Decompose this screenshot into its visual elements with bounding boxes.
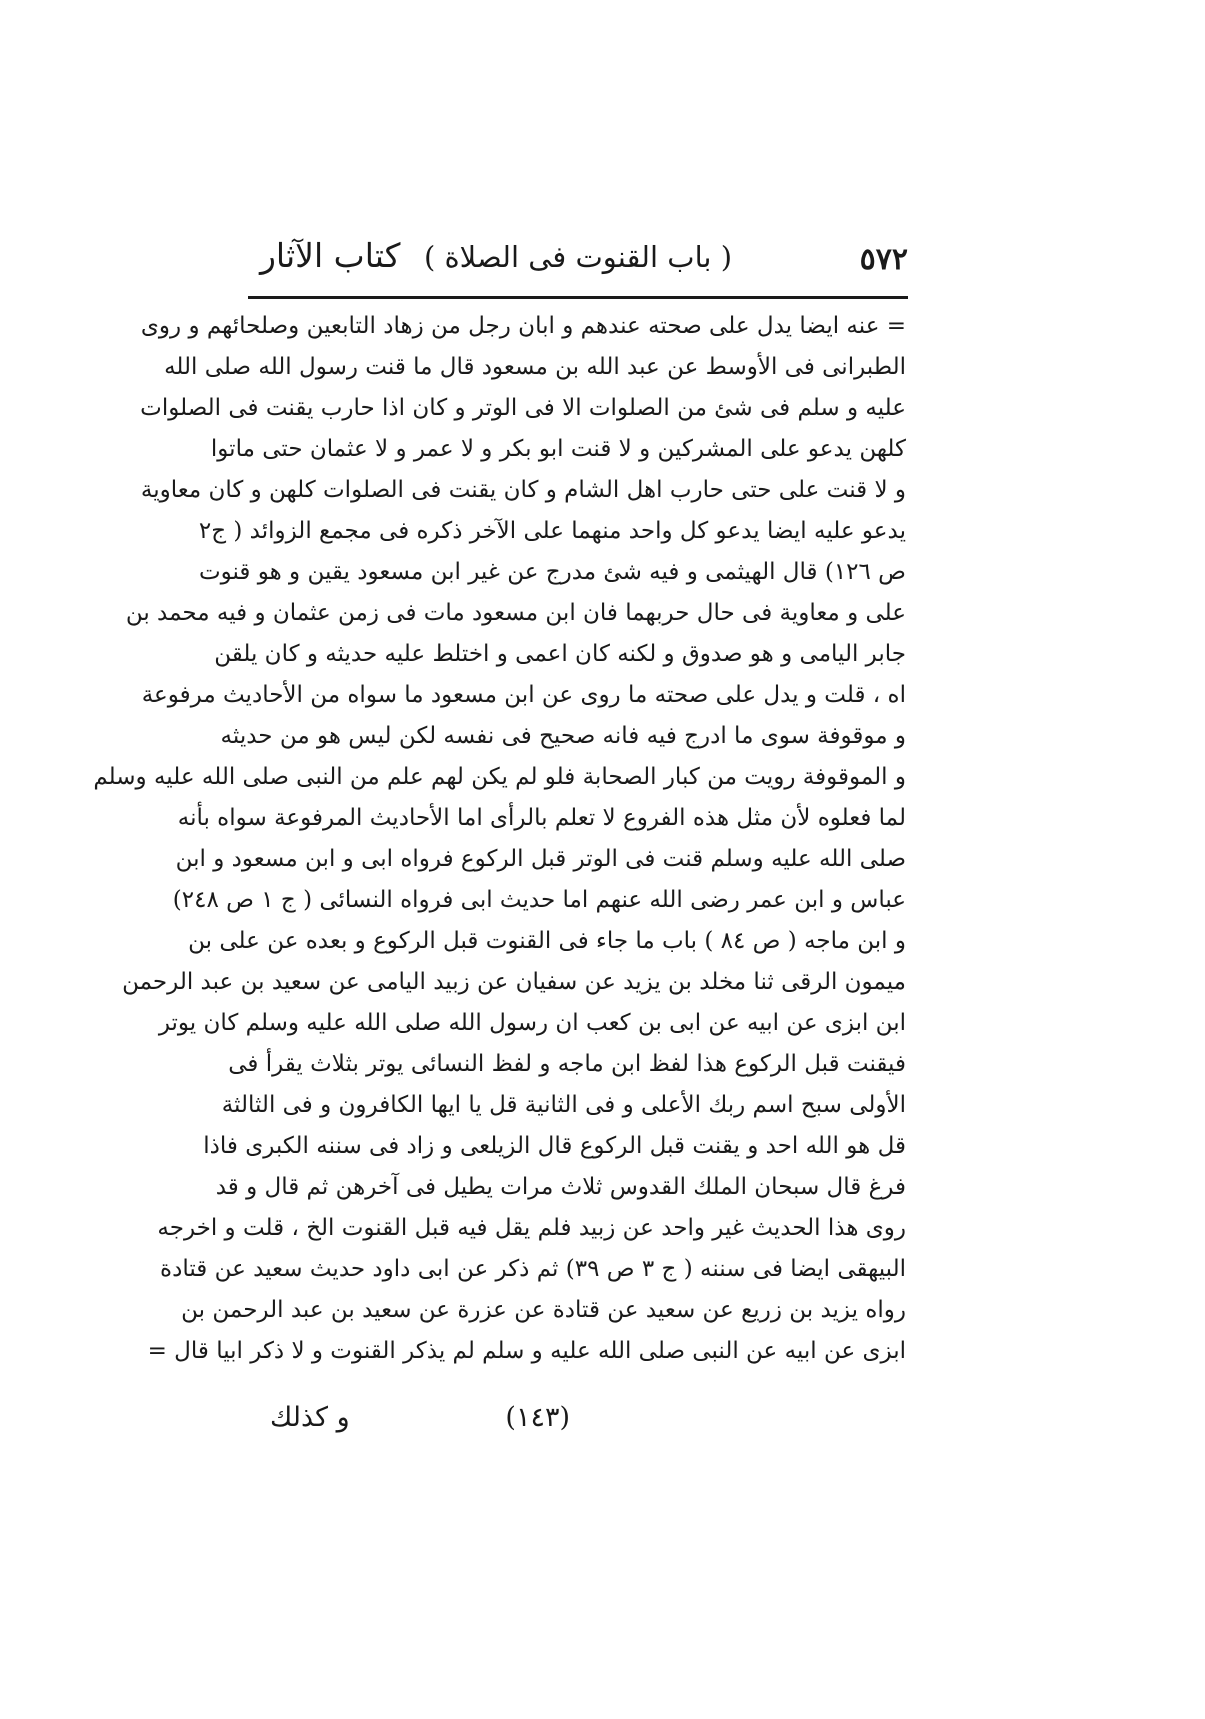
header-rule <box>248 296 908 299</box>
text-line: كلهن يدعو على المشركين و لا قنت ابو بكر و لا عمر و لا عثمان حتى ماتوا <box>210 436 906 462</box>
page-footer <box>270 1402 570 1446</box>
chapter-title: ( باب القنوت فى الصلاة ) <box>423 240 733 274</box>
text-line: صلى الله عليه وسلم قنت فى الوتر قبل الركوع فرواه ابى و ابن مسعود و ابن <box>175 846 906 872</box>
catchword: و كذلك <box>270 1402 350 1433</box>
text-line: رواه يزيد بن زريع عن سعيد عن قتادة عن عزرة عن سعيد بن عبد الرحمن بن <box>181 1297 906 1323</box>
book-title: كتاب الآثار <box>260 236 401 275</box>
text-line: و موقوفة سوى ما ادرج فيه فانه صحيح فى نفسه لكن ليس هو من حديثه <box>220 723 906 749</box>
text-line: لما فعلوه لأن مثل هذه الفروع لا تعلم بالرأى اما الأحاديث المرفوعة سواه بأنه <box>177 805 906 831</box>
text-line: الأولى سبح اسم ربك الأعلى و فى الثانية قل يا ايها الكافرون و فى الثالثة <box>221 1092 906 1118</box>
text-line: فيقنت قبل الركوع هذا لفظ ابن ماجه و لفظ النسائى يوتر بثلاث يقرأ فى <box>228 1051 906 1077</box>
text-line: و الموقوفة رويت من كبار الصحابة فلو لم يكن لهم علم من النبى صلى الله عليه وسلم <box>93 764 906 790</box>
text-line: الطبرانى فى الأوسط عن عبد الله بن مسعود قال ما قنت رسول الله صلى الله <box>164 354 906 380</box>
page-header <box>248 236 908 296</box>
text-line: عليه و سلم فى شئ من الصلوات الا فى الوتر و كان اذا حارب يقنت فى الصلوات <box>140 395 906 421</box>
text-line: فرغ قال سبحان الملك القدوس ثلاث مرات يطيل فى آخرهن ثم قال و قد <box>215 1174 906 1200</box>
text-line: البيهقى ايضا فى سننه ( ج ٣ ص ٣٩) ثم ذكر عن ابى داود حديث سعيد عن قتادة <box>160 1256 906 1282</box>
text-line: روى هذا الحديث غير واحد عن زبيد فلم يقل فيه قبل القنوت الخ ، قلت و اخرجه <box>157 1215 906 1241</box>
text-line: و لا قنت على حتى حارب اهل الشام و كان يقنت فى الصلوات كلهن و كان معاوية <box>140 477 906 503</box>
text-line: يدعو عليه ايضا يدعو كل واحد منهما على الآخر ذكره فى مجمع الزوائد ( ج٢ <box>198 518 906 544</box>
text-line: جابر اليامى و هو صدوق و لكنه كان اعمى و اختلط عليه حديثه و كان يلقن <box>214 641 906 667</box>
sheet-number: (١٤٣) <box>505 1402 570 1433</box>
text-line: عباس و ابن عمر رضى الله عنهم اما حديث ابى فرواه النسائى ( ج ١ ص ٢٤٨) <box>172 887 906 913</box>
text-line: ميمون الرقى ثنا مخلد بن يزيد عن سفيان عن زبيد اليامى عن سعيد بن عبد الرحمن <box>122 969 906 995</box>
text-line: و ابن ماجه ( ص ٨٤ ) باب ما جاء فى القنوت قبل الركوع و بعده عن على بن <box>188 928 906 954</box>
text-line: ص ١٢٦) قال الهيثمى و فيه شئ مدرج عن غير ابن مسعود يقين و هو قنوت <box>198 559 906 585</box>
body-text <box>93 306 906 1372</box>
text-line: على و معاوية فى حال حربهما فان ابن مسعود مات فى زمن عثمان و فيه محمد بن <box>125 600 906 626</box>
text-line: اه ، قلت و يدل على صحته ما روى عن ابن مسعود ما سواه من الأحاديث مرفوعة <box>141 682 906 708</box>
text-line: قل هو الله احد و يقنت قبل الركوع قال الزيلعى و زاد فى سننه الكبرى فاذا <box>203 1133 906 1159</box>
text-line: ابن ابزى عن ابيه عن ابى بن كعب ان رسول الله صلى الله عليه وسلم كان يوتر <box>158 1010 906 1036</box>
text-line: ابزى عن ابيه عن النبى صلى الله عليه و سلم لم يذكر القنوت و لا ذكر ابيا قال = <box>147 1338 906 1364</box>
text-line: = عنه ايضا يدل على صحته عندهم و ابان رجل من زهاد التابعين وصلحائهم و روى <box>140 313 906 339</box>
page-number: ٥٧٢ <box>859 242 908 277</box>
